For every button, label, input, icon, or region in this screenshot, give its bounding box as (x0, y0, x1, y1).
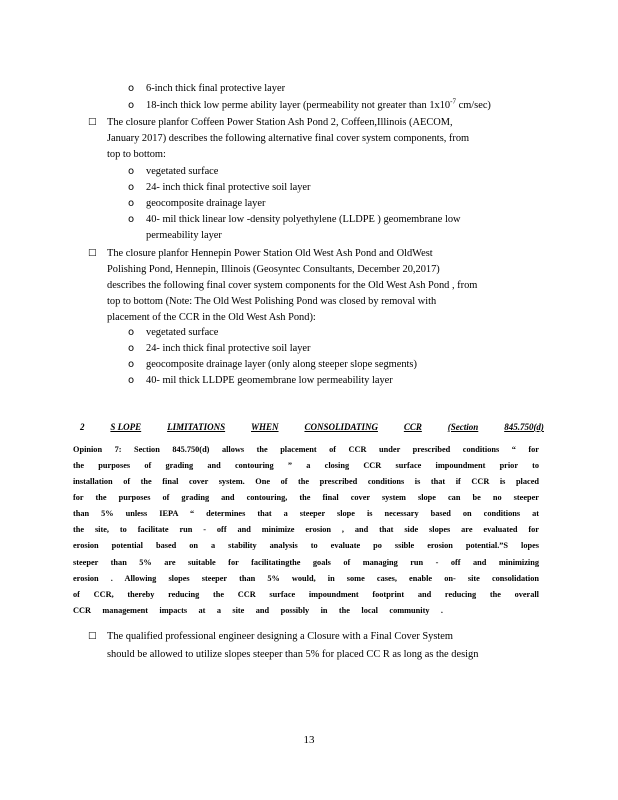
opinion-line: CCR management impacts at a site and possibly in the local community . (73, 606, 443, 615)
section-number: 2 (80, 422, 85, 432)
heading-word: (Section (447, 422, 479, 432)
paragraph-line: should be allowed to utilize slopes steeper than 5% for placed CC R as long as the design (107, 649, 479, 660)
exponent: -7 (450, 97, 456, 106)
sub-bullet-circle: o (128, 198, 135, 209)
opinion-line: erosion . Allowing slopes steeper than 5% would, in some cases, enable on- site consolidation (73, 574, 539, 583)
list-item: 24- inch thick final protective soil layer (146, 182, 311, 193)
list-item-unit: cm/sec) (458, 100, 491, 111)
heading-word: 845.750(d) (504, 422, 544, 432)
paragraph-line: The closure planfor Coffeen Power Station Ash Pond 2, Coffeen,Illinois (AECOM, (107, 117, 453, 128)
opinion-line: Opinion 7: Section 845.750(d) allows the placement of CCR under prescribed conditions “ for (73, 445, 539, 454)
paragraph-line: The closure planfor Hennepin Power Station Old West Ash Pond and OldWest (107, 248, 433, 259)
list-item: geocomposite drainage layer (only along steeper slope segments) (146, 359, 417, 370)
list-item: 6-inch thick final protective layer (146, 83, 286, 94)
sub-bullet-circle: o (128, 83, 135, 94)
opinion-line: of CCR, thereby reducing the CCR surface impoundment footprint and reducing the overall (73, 590, 539, 599)
list-item: 40- mil thick LLDPE geomembrane low permeability layer (146, 375, 393, 386)
list-item: vegetated surface (146, 166, 219, 177)
opinion-line: installation of the final cover system. One of the prescribed conditions is that if CCR is placed (73, 477, 539, 486)
list-item: 40- mil thick linear low -density polyethylene (LLDPE ) geomembrane low (146, 214, 461, 225)
opinion-line: steeper than 5% are suitable for facilitatingthe goals of managing run - off and minimizing (73, 558, 539, 567)
paragraph-line: top to bottom: (107, 149, 166, 160)
bullet-square: □ (88, 248, 97, 258)
sub-bullet-circle: o (128, 182, 135, 193)
paragraph-line: describes the following final cover system components for the Old West Ash Pond , from (107, 280, 478, 291)
sub-bullet-circle: o (128, 166, 135, 177)
opinion-line: erosion potential based on a stability analysis to evaluate po ssible erosion potential.”S lopes (73, 541, 539, 550)
heading-word: LIMITATIONS (167, 422, 226, 432)
sub-bullet-circle: o (128, 100, 135, 111)
list-item: geocomposite drainage layer (146, 198, 266, 209)
list-item-text: 18-inch thick low perme ability layer (permeability not greater than 1x10 (146, 100, 451, 111)
sub-bullet-circle: o (128, 375, 135, 386)
list-item (146, 99, 491, 112)
opinion-line: than 5% unless IEPA “ determines that a steeper slope is necessary based on conditions at (73, 509, 539, 518)
heading-word: CONSOLIDATING (304, 422, 378, 432)
paragraph-line: The qualified professional engineer designing a Closure with a Final Cover System (107, 631, 453, 642)
opinion-line: the purposes of grading and contouring ” a closing CCR surface impoundment prior to (73, 461, 539, 470)
paragraph-line: Polishing Pond, Hennepin, Illinois (Geosyntec Consultants, December 20,2017) (107, 264, 440, 275)
list-item: vegetated surface (146, 327, 219, 338)
bullet-square: □ (88, 631, 97, 641)
sub-bullet-circle: o (128, 214, 135, 225)
sub-bullet-circle: o (128, 343, 135, 354)
paragraph-line: top to bottom (Note: The Old West Polishing Pond was closed by removal with (107, 296, 437, 307)
opinion-line: for the purposes of grading and contouring, the final cover system slope can be no steeper (73, 493, 539, 502)
page-number: 13 (303, 734, 315, 746)
paragraph-line: January 2017) describes the following alternative final cover system components, from (107, 133, 470, 144)
heading-word: CCR (403, 422, 422, 432)
sub-bullet-circle: o (128, 327, 135, 338)
list-item: 24- inch thick final protective soil layer (146, 343, 311, 354)
list-item: permeability layer (146, 230, 222, 241)
paragraph-line: placement of the CCR in the Old West Ash Pond): (107, 312, 316, 323)
bullet-square: □ (88, 117, 97, 127)
section-heading (80, 421, 544, 433)
sub-bullet-circle: o (128, 359, 135, 370)
opinion-line: the site, to facilitate run - off and minimize erosion , and that side slopes are evaluated for (73, 525, 539, 534)
heading-word: S LOPE (110, 422, 142, 432)
heading-word: WHEN (251, 422, 279, 432)
